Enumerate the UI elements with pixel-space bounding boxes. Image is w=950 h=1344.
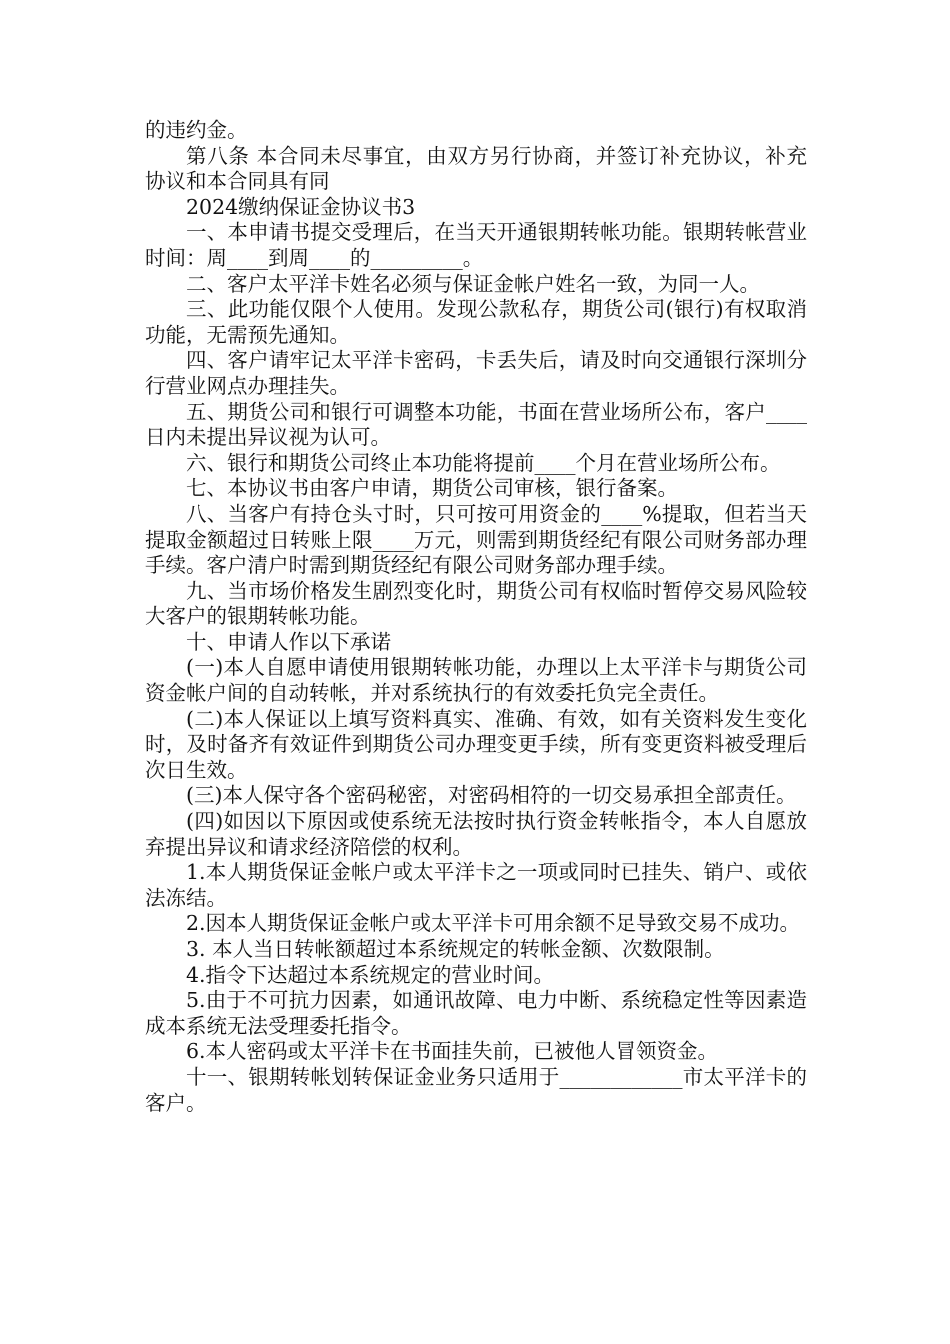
paragraph: 十一、银期转帐划转保证金业务只适用于____________市太平洋卡的客户。 [145,1064,807,1115]
paragraph: 二、客户太平洋卡姓名必须与保证金帐户姓名一致，为同一人。 [186,271,760,296]
paragraph: (三)本人保守各个密码秘密，对密码相符的一切交易承担全部责任。 [186,783,797,808]
paragraph: 九、当市场价格发生剧烈变化时，期货公司有权临时暂停交易风险较大客户的银期转帐功能。 [145,578,807,629]
list-item: 4.指令下达超过本系统规定的营业时间。 [186,962,555,987]
list-item: 6.本人密码或太平洋卡在书面挂失前，已被他人冒领资金。 [186,1039,719,1064]
paragraph: 的违约金。 [145,118,248,142]
paragraph: 一、本申请书提交受理后，在当天开通银期转帐功能。银期转帐营业时间：周____到周____的_________。 [145,220,807,270]
paragraph: 六、银行和期货公司终止本功能将提前____个月在营业场所公布。 [186,450,781,475]
paragraph: (一)本人自愿申请使用银期转帐功能，办理以上太平洋卡与期货公司资金帐户间的自动转帐，并对系统执行的有效委托负完全责任。 [145,655,807,706]
list-item: 2.因本人期货保证金帐户或太平洋卡可用余额不足导致交易不成功。 [186,911,801,936]
paragraph: 四、客户请牢记太平洋卡密码，卡丢失后，请及时向交通银行深圳分行营业网点办理挂失。 [145,348,807,398]
paragraph: 第八条 本合同未尽事宜，由双方另行协商，并签订补充协议，补充协议和本合同具有同 [145,143,807,194]
section-title: 2024缴纳保证金协议书3 [186,194,416,219]
paragraph: 七、本协议书由客户申请，期货公司审核，银行备案。 [186,476,678,501]
paragraph: 八、当客户有持仓头寸时，只可按可用资金的____%提取，但若当天提取金额超过日转账上限____万元，则需到期货经纪有限公司财务部办理手续。客户清户时需到期货经纪有限公司财务部办理手续。 [145,501,807,578]
list-item: 1.本人期货保证金帐户或太平洋卡之一项或同时已挂失、销户、或依法冻结。 [145,860,807,910]
paragraph: (四)如因以下原因或使系统无法按时执行资金转帐指令，本人自愿放弃提出异议和请求经济陪偿的权利。 [145,809,807,859]
list-item: 5.由于不可抗力因素，如通讯故障、电力中断、系统稳定性等因素造成本系统无法受理委托指令。 [145,988,807,1038]
paragraph: 三、此功能仅限个人使用。发现公款私存，期货公司(银行)有权取消功能，无需预先通知。 [145,297,807,347]
list-item: 3. 本人当日转帐额超过本系统规定的转帐金额、次数限制。 [186,937,725,961]
paragraph: (二)本人保证以上填写资料真实、准确、有效，如有关资料发生变化时，及时备齐有效证件到期货公司办理变更手续，所有变更资料被受理后次日生效。 [145,706,807,782]
paragraph: 五、期货公司和银行可调整本功能，书面在营业场所公布，客户____日内未提出异议视为认可。 [145,399,807,450]
paragraph: 十、申请人作以下承诺 [186,629,391,654]
document-body [145,118,807,1116]
